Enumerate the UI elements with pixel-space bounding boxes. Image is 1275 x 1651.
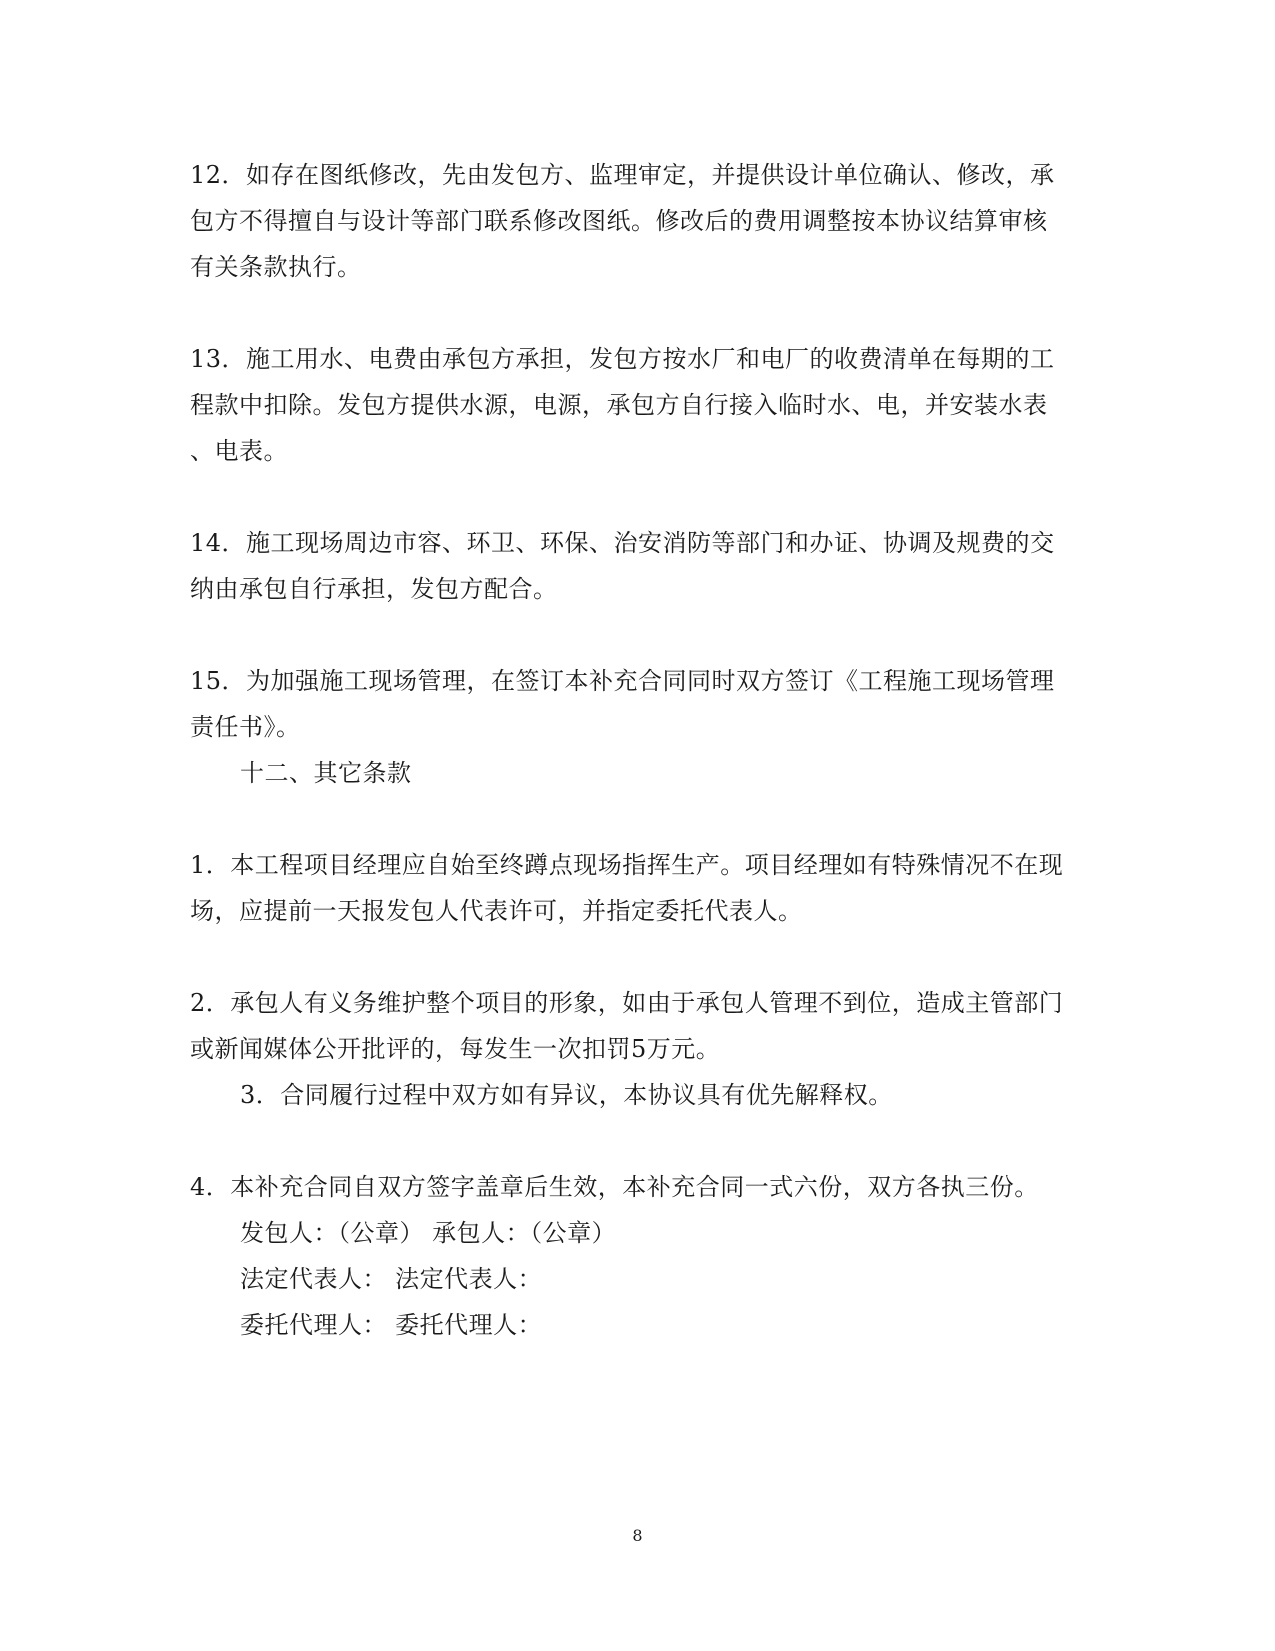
term-4-line-1: 4．本补充合同自双方签字盖章后生效，本补充合同一式六份，双方各执三份。 xyxy=(190,1173,1039,1201)
clause-12-line-3: 有关条款执行。 xyxy=(190,253,362,281)
signature-legal-representative: 法定代表人： 法定代表人： xyxy=(240,1265,543,1293)
term-3-line-1: 3．合同履行过程中双方如有异议，本协议具有优先解释权。 xyxy=(240,1081,893,1109)
clause-13-line-2: 程款中扣除。发包方提供水源，电源，承包方自行接入临时水、电，并安装水表 xyxy=(190,391,1048,419)
clause-13-line-3: 、电表。 xyxy=(190,437,288,465)
signature-authorized-agent: 委托代理人： 委托代理人： xyxy=(240,1311,543,1339)
page-number: 8 xyxy=(632,1526,643,1545)
clause-12-line-2: 包方不得擅自与设计等部门联系修改图纸。修改后的费用调整按本协议结算审核 xyxy=(190,207,1048,235)
clause-13-line-1: 13．施工用水、电费由承包方承担，发包方按水厂和电厂的收费清单在每期的工 xyxy=(190,345,1055,373)
section-heading: 十二、其它条款 xyxy=(240,759,412,787)
clause-15-line-2: 责任书》。 xyxy=(190,713,301,741)
term-1-line-2: 场，应提前一天报发包人代表许可，并指定委托代表人。 xyxy=(190,897,803,925)
clause-12-line-1: 12．如存在图纸修改，先由发包方、监理审定，并提供设计单位确认、修改，承 xyxy=(190,161,1055,189)
clause-14-line-2: 纳由承包自行承担，发包方配合。 xyxy=(190,575,558,603)
clause-15-line-1: 15．为加强施工现场管理，在签订本补充合同同时双方签订《工程施工现场管理 xyxy=(190,667,1055,695)
signature-party-seal: 发包人：（公章） 承包人：（公章） xyxy=(240,1219,617,1247)
term-2-line-2: 或新闻媒体公开批评的，每发生一次扣罚5万元。 xyxy=(190,1035,721,1063)
term-2-line-1: 2．承包人有义务维护整个项目的形象，如由于承包人管理不到位，造成主管部门 xyxy=(190,989,1064,1017)
term-1-line-1: 1．本工程项目经理应自始至终蹲点现场指挥生产。项目经理如有特殊情况不在现 xyxy=(190,851,1064,879)
clause-14-line-1: 14．施工现场周边市容、环卫、环保、治安消防等部门和办证、协调及规费的交 xyxy=(190,529,1055,557)
